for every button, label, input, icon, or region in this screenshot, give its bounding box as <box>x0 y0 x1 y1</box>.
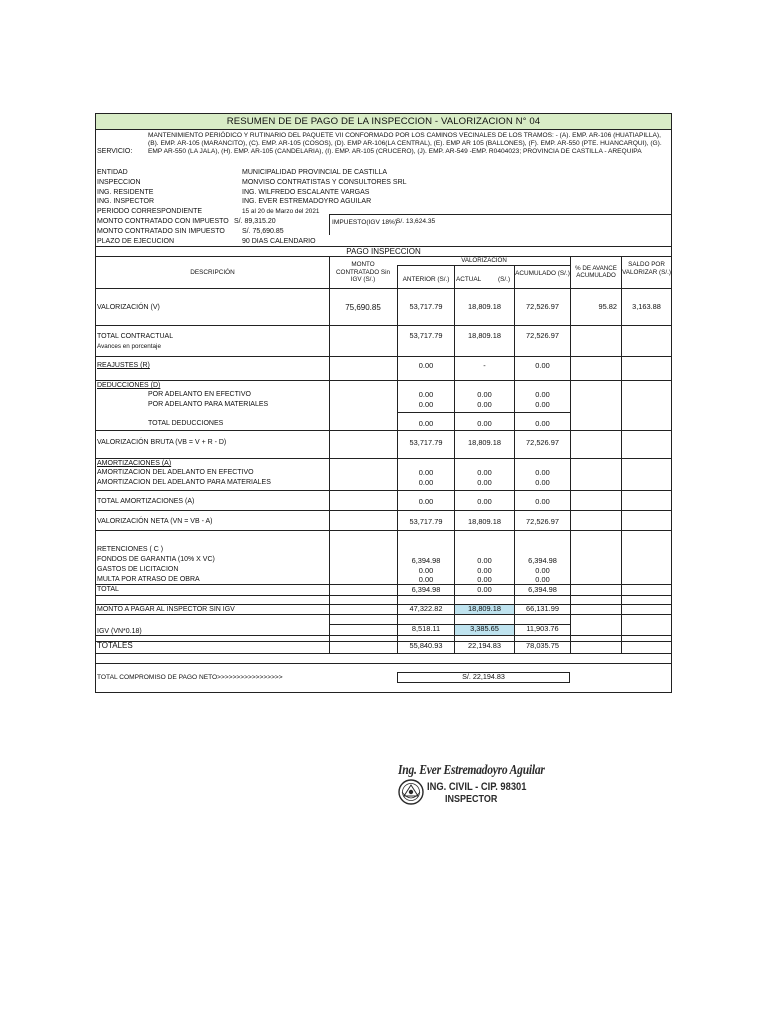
row-totales-anterior: 55,840.93 <box>409 641 443 650</box>
servicio-label: SERVICIO: <box>97 148 133 155</box>
row-monto-pagar-actual: 18,809.18 <box>468 604 501 613</box>
row-amort-efectivo-anterior: 0.00 <box>418 468 434 477</box>
row-total-deducciones-actual: 0.00 <box>477 419 492 428</box>
row-bruta-actual: 18,809.18 <box>468 438 501 447</box>
pago-inspeccion-heading: PAGO INSPECCION <box>346 247 421 256</box>
row-amort-efectivo-label: AMORTIZACION DEL ADELANTO EN EFECTIVO <box>97 469 254 476</box>
info-label-monto-con-impuesto: MONTO CONTRATADO CON IMPUESTO <box>97 218 229 225</box>
row-deduccion-materiales-acumulado: 0.00 <box>535 400 550 409</box>
row-ret-fondos-label: FONDOS DE GARANTIA (10% X VC) <box>97 556 215 563</box>
row-amort-materiales-anterior: 0.00 <box>418 478 434 487</box>
info-value-monto-con-impuesto: S/. 89,315.20 <box>234 218 276 225</box>
row-igv-actual: 3,385.65 <box>470 624 499 633</box>
compromiso-value: S/. 22,194.83 <box>462 672 505 681</box>
row-igv-anterior: 8,518.11 <box>411 624 441 633</box>
row-total-contractual-acumulado: 72,526.97 <box>526 331 559 340</box>
row-total-amort-label: TOTAL AMORTIZACIONES (A) <box>97 498 195 505</box>
row-bruta-acumulado: 72,526.97 <box>526 438 559 447</box>
row-monto-pagar-label: MONTO A PAGAR AL INSPECTOR SIN IGV <box>97 606 235 613</box>
row-totales-label: TOTALES <box>97 641 133 650</box>
row-amort-efectivo-acumulado: 0.00 <box>535 468 550 477</box>
row-total-amort-actual: 0.00 <box>477 497 492 506</box>
info-label-inspeccion: INSPECCION <box>97 179 141 186</box>
engineer-seal-icon <box>398 779 424 805</box>
col-header-saldo: SALDO POR VALORIZAR (S/.) <box>622 261 671 276</box>
row-neta-label: VALORIZACIÓN NETA (VN = VB - A) <box>97 518 213 525</box>
row-neta-anterior: 53,717.79 <box>409 517 443 526</box>
row-neta-actual: 18,809.18 <box>468 517 501 526</box>
row-monto-pagar-acumulado: 66,131.99 <box>526 604 559 613</box>
row-bruta-label: VALORIZACIÓN BRUTA (VB = V + R - D) <box>97 439 227 446</box>
row-ret-total-acumulado: 6,394.98 <box>528 585 557 594</box>
row-ret-gastos-acumulado: 0.00 <box>535 566 550 575</box>
row-amort-materiales-label: AMORTIZACION DEL ADELANTO PARA MATERIALES <box>97 479 271 486</box>
row-totales-actual: 22,194.83 <box>468 641 501 650</box>
row-total-amort-acumulado: 0.00 <box>535 497 550 506</box>
impuesto-label: IMPUESTO(IGV 18%) <box>332 219 398 226</box>
row-retenciones-label: RETENCIONES ( C ) <box>97 546 164 553</box>
row-ret-fondos-acumulado: 6,394.98 <box>528 556 557 565</box>
col-header-valorizacion: VALORIZACION <box>461 257 507 264</box>
row-ret-total-anterior: 6,394.98 <box>411 585 441 594</box>
row-deduccion-materiales-label: POR ADELANTO PARA MATERIALES <box>148 401 269 408</box>
row-ret-total-actual: 0.00 <box>477 585 492 594</box>
row-amort-materiales-actual: 0.00 <box>477 478 492 487</box>
col-header-acumulado: ACUMULADO (S/.) <box>515 270 570 277</box>
row-total-deducciones-anterior: 0.00 <box>418 419 434 428</box>
row-bruta-anterior: 53,717.79 <box>409 438 443 447</box>
row-total-contractual-label: TOTAL CONTRACTUAL <box>97 333 174 340</box>
row-total-deducciones-label: TOTAL DEDUCCIONES <box>148 420 224 427</box>
row-valorizacion-actual: 18,809.18 <box>468 302 501 311</box>
row-reajustes-actual: - <box>483 361 486 370</box>
col-header-anterior: ANTERIOR (S/.) <box>402 276 450 283</box>
col-header-actual-unit: (S/.) <box>498 276 511 283</box>
row-reajustes-acumulado: 0.00 <box>535 361 550 370</box>
row-deduccion-efectivo-acumulado: 0.00 <box>535 390 550 399</box>
valuation-summary-sheet <box>95 113 672 693</box>
row-monto-pagar-anterior: 47,322.82 <box>409 604 443 613</box>
row-amort-efectivo-actual: 0.00 <box>477 468 492 477</box>
row-reajustes-anterior: 0.00 <box>418 361 434 370</box>
info-value-inspector: ING. EVER ESTREMADOYRO AGUILAR <box>242 198 372 205</box>
row-total-deducciones-acumulado: 0.00 <box>535 419 550 428</box>
info-value-monto-sin-impuesto: S/. 75,690.85 <box>242 228 284 235</box>
info-label-plazo: PLAZO DE EJECUCION <box>97 238 175 245</box>
document-title: RESUMEN DE DE PAGO DE LA INSPECCION - VALORIZACION N° 04 <box>96 114 671 130</box>
info-value-inspeccion: MONVISO CONTRATISTAS Y CONSULTORES SRL <box>242 179 407 186</box>
row-ret-multa-anterior: 0.00 <box>418 575 434 584</box>
row-igv-acumulado: 11,903.76 <box>526 624 559 633</box>
info-value-entidad: MUNICIPALIDAD PROVINCIAL DE CASTILLA <box>242 169 388 176</box>
row-valorizacion-anterior: 53,717.79 <box>409 302 443 311</box>
stamp-role: INSPECTOR <box>445 794 498 805</box>
servicio-text: MANTENIMIENTO PERIÓDICO Y RUTINARIO DEL PAQUETE VII CONFORMADO POR LOS CAMINOS VECINALES DE LOS TRAMOS: - (A). EMP. AR-106 (HUATIAPILLA), (B). EMP. AR-105 (MARANCITO), (C). EMP. AR-105 (COSOS), (D). EMP AR-106(LA CENTRAL), (E). EMP AR 105 (BALLONES), (F). EMP. AR-550 (PTE. HUANCARQUI), (G). EMP AR-550 (LA JALA), (H). EMP. AR-105 (CANDELARIA), (I). EMP. AR-105 (CRUCERO), (J). EMP. AR-549 -EMP. R0404023; PROVINCIA DE CASTILLA - AREQUIPA <box>148 132 662 156</box>
stamp-cip: ING. CIVIL - CIP. 98301 <box>427 781 527 793</box>
row-valorizacion-avance: 95.82 <box>598 302 617 311</box>
row-ret-fondos-anterior: 6,394.98 <box>411 556 441 565</box>
row-amortizaciones-label: AMORTIZACIONES (A) <box>97 460 172 467</box>
row-amort-materiales-acumulado: 0.00 <box>535 478 550 487</box>
row-totales-acumulado: 78,035.75 <box>526 641 559 650</box>
compromiso-label: TOTAL COMPROMISO DE PAGO NETO>>>>>>>>>>>>>>>>> <box>97 674 283 681</box>
info-label-periodo: PERIODO CORRESPONDIENTE <box>97 208 203 215</box>
row-valorizacion-acumulado: 72,526.97 <box>526 302 559 311</box>
inspector-signature-stamp <box>392 762 545 822</box>
info-label-monto-sin-impuesto: MONTO CONTRATADO SIN IMPUESTO <box>97 228 225 235</box>
info-label-entidad: ENTIDAD <box>97 169 128 176</box>
row-total-amort-anterior: 0.00 <box>418 497 434 506</box>
row-ret-gastos-anterior: 0.00 <box>418 566 434 575</box>
row-ret-gastos-actual: 0.00 <box>477 566 492 575</box>
info-value-plazo: 90 DIAS CALENDARIO <box>242 238 316 245</box>
info-label-residente: ING. RESIDENTE <box>97 189 154 196</box>
row-igv-label: IGV (VN*0.18) <box>97 628 142 635</box>
row-ret-gastos-label: GASTOS DE LICITACION <box>97 566 179 573</box>
row-ret-multa-label: MULTA POR ATRASO DE OBRA <box>97 576 200 583</box>
col-header-descripcion: DESCRIPCIÓN <box>190 269 235 276</box>
row-ret-multa-acumulado: 0.00 <box>535 575 550 584</box>
info-value-residente: ING. WILFREDO ESCALANTE VARGAS <box>242 189 370 196</box>
row-deduccion-materiales-anterior: 0.00 <box>418 400 434 409</box>
stamp-name: Ing. Ever Estremadoyro Aguilar <box>398 762 545 777</box>
impuesto-value: S/. 13,624.35 <box>396 218 436 225</box>
row-deduccion-efectivo-actual: 0.00 <box>477 390 492 399</box>
row-valorizacion-label: VALORIZACIÓN (V) <box>97 304 160 311</box>
info-value-periodo: 15 al 20 de Marzo del 2021 <box>242 208 320 215</box>
row-valorizacion-saldo: 3,163.88 <box>632 302 661 311</box>
row-neta-acumulado: 72,526.97 <box>526 517 559 526</box>
row-deducciones-label: DEDUCCIONES (D) <box>97 382 161 389</box>
col-header-avance: % DE AVANCE ACUMULADO <box>575 265 617 280</box>
row-ret-total-label: TOTAL <box>97 586 119 593</box>
row-deduccion-materiales-actual: 0.00 <box>477 400 492 409</box>
row-reajustes-label: REAJUSTES (R) <box>97 362 150 369</box>
row-total-contractual-anterior: 53,717.79 <box>409 331 443 340</box>
row-total-contractual-actual: 18,809.18 <box>468 331 501 340</box>
row-ret-multa-actual: 0.00 <box>477 575 492 584</box>
row-total-contractual-sub: Avances en porcentaje <box>97 343 161 350</box>
col-header-actual: ACTUAL <box>456 276 482 283</box>
row-deduccion-efectivo-anterior: 0.00 <box>418 390 434 399</box>
info-label-inspector: ING. INSPECTOR <box>97 198 155 205</box>
row-valorizacion-monto: 75,690.85 <box>345 303 381 312</box>
row-ret-fondos-actual: 0.00 <box>477 556 492 565</box>
row-deduccion-efectivo-label: POR ADELANTO EN EFECTIVO <box>148 391 251 398</box>
col-header-monto: MONTO CONTRATADO Sin IGV (S/.) <box>336 261 390 284</box>
